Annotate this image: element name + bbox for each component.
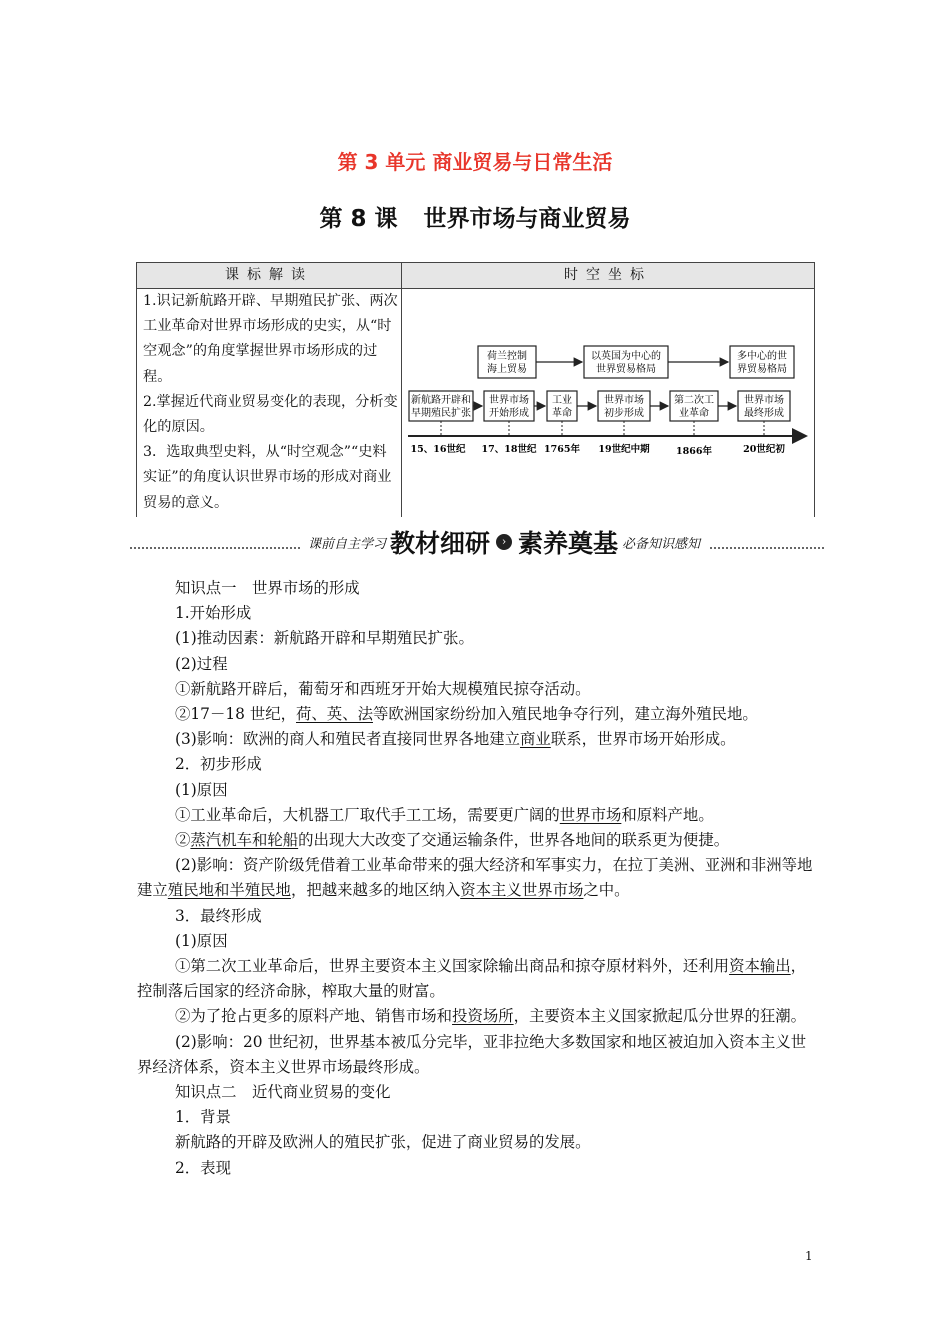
paragraph: (1)原因: [175, 780, 228, 799]
paragraph: ①第二次工业革命后，世界主要资本主义国家除输出商品和掠夺原材料外，还利用资本输出，控制落后国家的经济命脉，榨取大量的财富。: [137, 957, 807, 1001]
standard-item: 2.掌握近代商业贸易变化的表现，分析变化的原因。: [143, 393, 398, 436]
lesson-number: 第 8 课: [319, 206, 398, 232]
section-heading: 2．初步形成: [175, 755, 262, 774]
box-label: 世界市场: [604, 395, 644, 406]
timeline-label: 20世纪初: [743, 444, 785, 455]
key-term: 蒸汽机车和轮船: [190, 831, 299, 850]
timeline-diagram: [402, 289, 815, 517]
banner-left: 课前自主学习: [308, 536, 387, 552]
page-number: 1: [805, 1249, 813, 1263]
key-term: 荷、英、法: [296, 705, 373, 724]
paragraph: ①工业革命后，大机器工厂取代手工工场，需要更广阔的世界市场和原料产地。: [175, 805, 714, 824]
paragraph: (2)过程: [175, 654, 228, 673]
key-term: 世界市场: [559, 805, 622, 824]
banner-main-1: 教材细研: [390, 529, 491, 558]
paragraph: (2)影响：资产阶级凭借着工业革命带来的强大经济和军事实力，在拉丁美洲、亚洲和非洲等地建立殖民地和半殖民地，把越来越多的地区纳入资本主义世界市场之中。: [137, 856, 813, 900]
banner-main-2: 素养奠基: [518, 529, 619, 558]
box-label: 世界市场: [744, 395, 784, 406]
box-label: 世界市场: [489, 395, 529, 406]
chevron-right-icon: ›: [496, 534, 512, 550]
timeline-label: 1765年: [544, 444, 580, 455]
paragraph: ②蒸汽机车和轮船的出现大大改变了交通运输条件，世界各地间的联系更为便捷。: [175, 831, 730, 850]
paragraph: (3)影响：欧洲的商人和殖民者直接同世界各地建立商业联系，世界市场开始形成。: [175, 730, 736, 749]
paragraph: (2)影响：20 世纪初，世界基本被瓜分完毕，亚非拉绝大多数国家和地区被迫加入资本主义世界经济体系，资本主义世界市场最终形成。: [137, 1032, 807, 1076]
timeline-label: 17、18世纪: [481, 444, 537, 455]
box-label: 业革命: [679, 408, 709, 419]
standards-table: [136, 262, 815, 517]
box-label: 最终形成: [744, 408, 784, 419]
key-term: 投资场所: [452, 1007, 514, 1026]
box-label: 以英国为中心的: [591, 351, 661, 362]
section-heading: 2．表现: [175, 1158, 231, 1177]
paragraph: 新航路的开辟及欧洲人的殖民扩张，促进了商业贸易的发展。: [175, 1133, 591, 1152]
box-label: 世界贸易格局: [596, 364, 656, 375]
knowledge-point-title: 知识点一 世界市场的形成: [175, 579, 360, 597]
box-label: 革命: [552, 408, 572, 419]
key-term: 资本输出: [729, 957, 791, 976]
box-label: 新航路开辟和: [411, 395, 471, 406]
lesson-content: [137, 576, 815, 1181]
timeline-label: 15、16世纪: [410, 444, 466, 455]
box-label: 海上贸易: [487, 364, 527, 375]
lesson-title: [0, 200, 950, 233]
knowledge-point-title: 知识点二 近代商业贸易的变化: [175, 1083, 391, 1102]
paragraph: ②17－18 世纪，荷、英、法等欧洲国家纷纷加入殖民地争夺行列，建立海外殖民地。: [175, 705, 758, 724]
paragraph: ②为了抢占更多的原料产地、销售市场和投资场所，主要资本主义国家掀起瓜分世界的狂潮。: [175, 1007, 807, 1026]
standards-list: [136, 289, 402, 517]
box-label: 第二次工: [674, 395, 714, 406]
header-timeline: 时空坐标: [402, 262, 815, 289]
box-label: 初步形成: [604, 408, 644, 419]
section-heading: 1．背景: [175, 1108, 231, 1127]
key-term: 资本主义世界市场: [460, 881, 584, 900]
timeline-label: 1866年: [676, 446, 712, 457]
unit-title: 第 3 单元 商业贸易与日常生活: [337, 150, 613, 174]
lesson-name: 世界市场与商业贸易: [423, 206, 631, 232]
box-label: 工业: [552, 395, 572, 406]
standard-item: 3．选取典型史料，从“时空观念”“史料实证”的角度认识世界市场的形成对商业贸易的意义。: [143, 444, 392, 511]
paragraph: ①新航路开辟后，葡萄牙和西班牙开始大规模殖民掠夺活动。: [175, 679, 591, 698]
key-term: 商业: [520, 730, 551, 749]
paragraph: (1)原因: [175, 931, 228, 950]
timeline-svg: [402, 289, 815, 517]
box-label: 多中心的世: [737, 351, 787, 362]
box-label: 界贸易格局: [737, 364, 787, 375]
section-heading: 1.开始形成: [175, 604, 252, 623]
standard-item: 1.识记新航路开辟、早期殖民扩张、两次工业革命对世界市场形成的史实，从“时空观念”的角度掌握世界市场形成的过程。: [143, 293, 398, 385]
section-heading: 3．最终形成: [175, 906, 262, 925]
section-banner: [130, 524, 824, 560]
key-term: 殖民地和半殖民地: [167, 881, 291, 900]
box-label: 开始形成: [489, 408, 529, 419]
box-label: 荷兰控制: [487, 351, 527, 362]
header-standards: 课标解读: [136, 262, 402, 289]
paragraph: (1)推动因素：新航路开辟和早期殖民扩张。: [175, 629, 474, 648]
banner-right: 必备知识感知: [622, 536, 701, 552]
box-label: 早期殖民扩张: [411, 408, 471, 419]
timeline-label: 19世纪中期: [598, 444, 650, 455]
